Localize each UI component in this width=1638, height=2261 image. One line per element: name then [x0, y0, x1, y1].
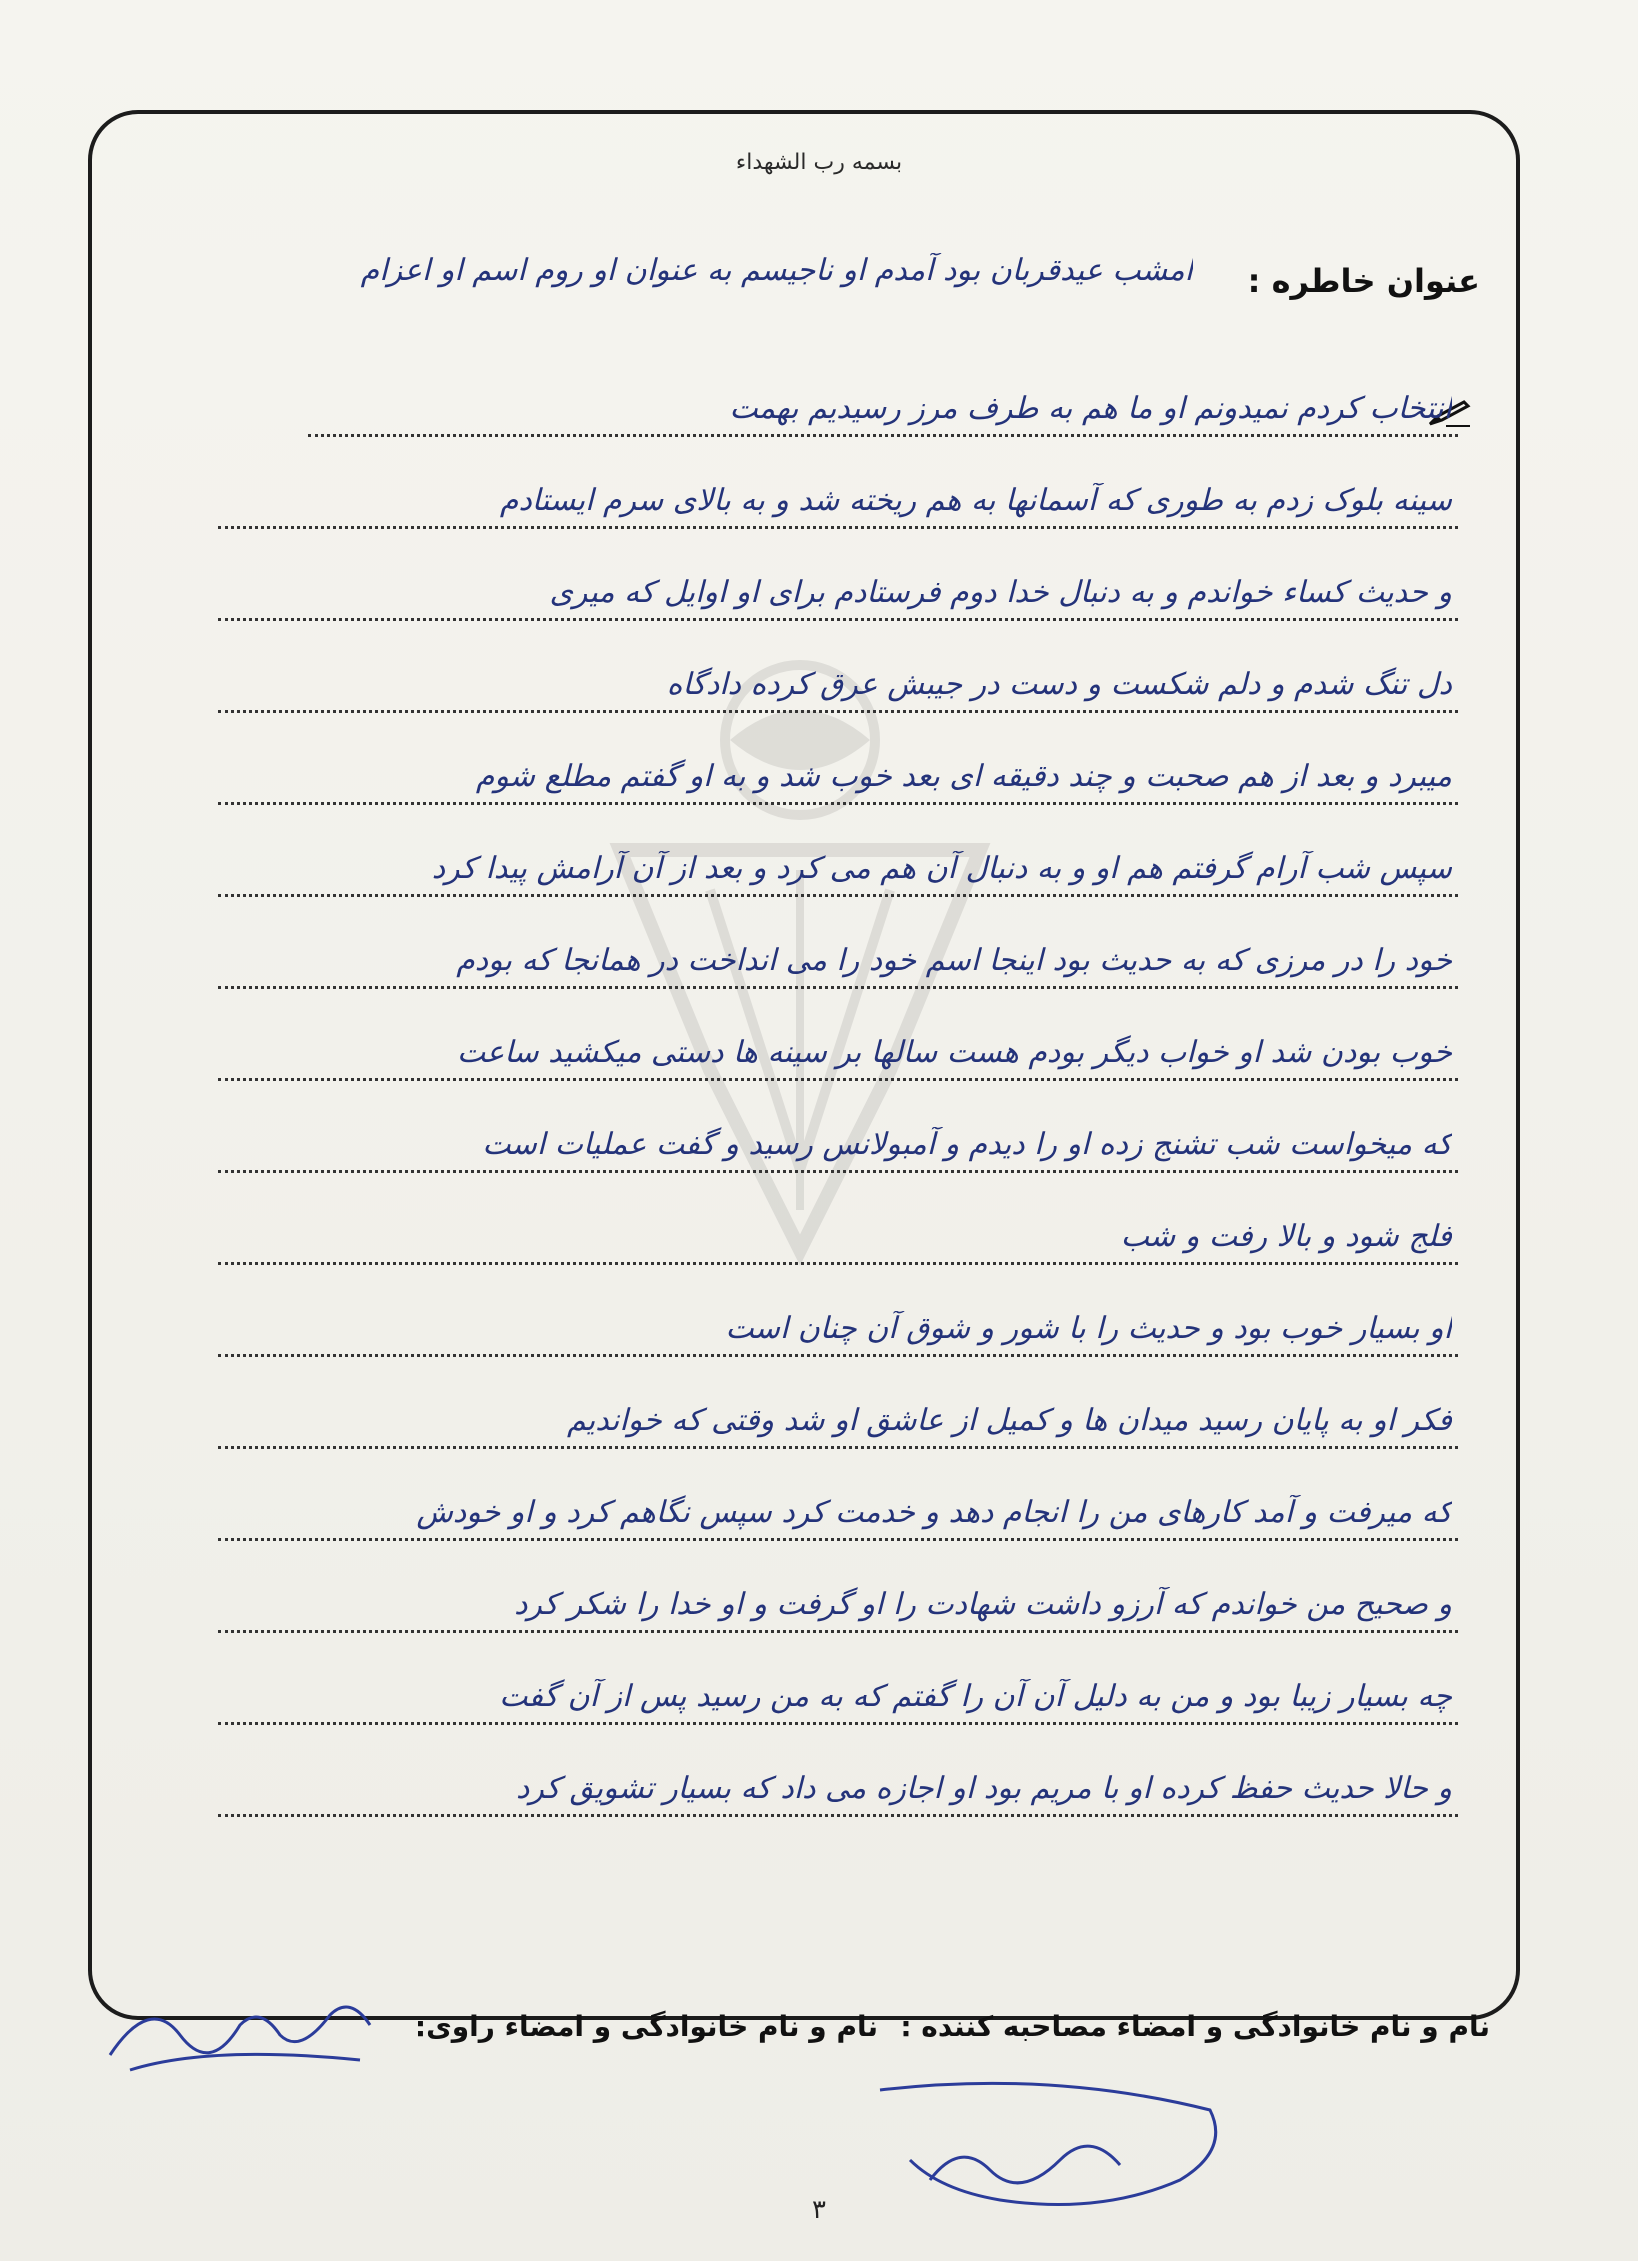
writing-line	[218, 1014, 1458, 1081]
memory-title-label: عنوان خاطره :	[1247, 262, 1480, 300]
line-text: و حدیث کساء خواندم و به دنبال خدا دوم فرستادم برای او اوایل که میری	[549, 575, 1452, 610]
writing-line	[218, 830, 1458, 897]
line-text: سپس شب آرام گرفتم هم او و به دنبال آن هم می کرد و بعد از آن آرامش پیدا کرد	[431, 851, 1452, 886]
writing-line	[218, 1382, 1458, 1449]
writing-line	[218, 922, 1458, 989]
writing-line	[218, 1658, 1458, 1725]
page-number: ۳	[812, 2195, 826, 2225]
writing-line	[218, 1290, 1458, 1357]
writing-line	[218, 738, 1458, 805]
line-text: که میخواست شب تشنج زده او را دیدم و آمبولانس رسید و گفت عملیات است	[482, 1127, 1452, 1162]
basmala-header: بسمه رب الشهداء	[735, 150, 903, 175]
line-text: فکر او به پایان رسید میدان ها و کمیل از عاشق او شد وقتی که خواندیم	[566, 1403, 1452, 1438]
writing-line	[218, 554, 1458, 621]
writing-line	[218, 1566, 1458, 1633]
line-text: فلج شود و بالا رفت و شب	[1120, 1219, 1452, 1254]
line-text: و حالا حدیث حفظ کرده او با مریم بود او اجازه می داد که بسیار تشویق کرد	[515, 1771, 1452, 1806]
line-text: او بسیار خوب بود و حدیث را با شور و شوق آن چنان است	[725, 1311, 1452, 1346]
narrator-signature	[90, 1975, 390, 2085]
writing-line	[218, 1750, 1458, 1817]
line-text: خود را در مرزی که به حدیث بود اینجا اسم خود را می انداخت در همانجا که بودم	[456, 943, 1452, 978]
writing-line	[218, 1106, 1458, 1173]
narrator-signature-label: نام و نام خانوادگی و امضاء راوی:	[414, 2010, 878, 2043]
line-text: دل تنگ شدم و دلم شکست و دست در جیبش عرق کرده دادگاه	[666, 667, 1452, 702]
writing-line	[218, 1198, 1458, 1265]
line-text: و صحیح من خواندم که آرزو داشت شهادت را او گرفت و او خدا را شکر کرد	[514, 1587, 1452, 1622]
interviewer-signature-label: نام و نام خانوادگی و امضاء مصاحبه کننده :	[900, 2010, 1490, 2043]
memory-title-handwriting: امشب عیدقربان بود آمدم او ناجیسم به عنوان او روم اسم او اعزام	[360, 253, 1193, 288]
writing-line	[218, 462, 1458, 529]
writing-line	[218, 646, 1458, 713]
line-text: میبرد و بعد از هم صحبت و چند دقیقه ای بعد خوب شد و به او گفتم مطلع شوم	[475, 759, 1452, 794]
line-text: سینه بلوک زدم به طوری که آسمانها به هم ریخته شد و به بالای سرم ایستادم	[499, 483, 1452, 518]
writing-line	[308, 370, 1458, 437]
writing-line	[218, 1474, 1458, 1541]
line-text: چه بسیار زیبا بود و من به دلیل آن آن را گفتم که به من رسید پس از آن گفت	[499, 1679, 1452, 1714]
line-text: خوب بودن شد او خواب دیگر بودم هست سالها بر سینه ها دستی میکشید ساعت	[456, 1035, 1452, 1070]
line-text: انتخاب کردم نمیدونم او ما هم به طرف مرز رسیدیم بهمت	[729, 391, 1452, 426]
line-text: که میرفت و آمد کارهای من را انجام دهد و خدمت کرد سپس نگاهم کرد و او خودش	[416, 1495, 1452, 1530]
